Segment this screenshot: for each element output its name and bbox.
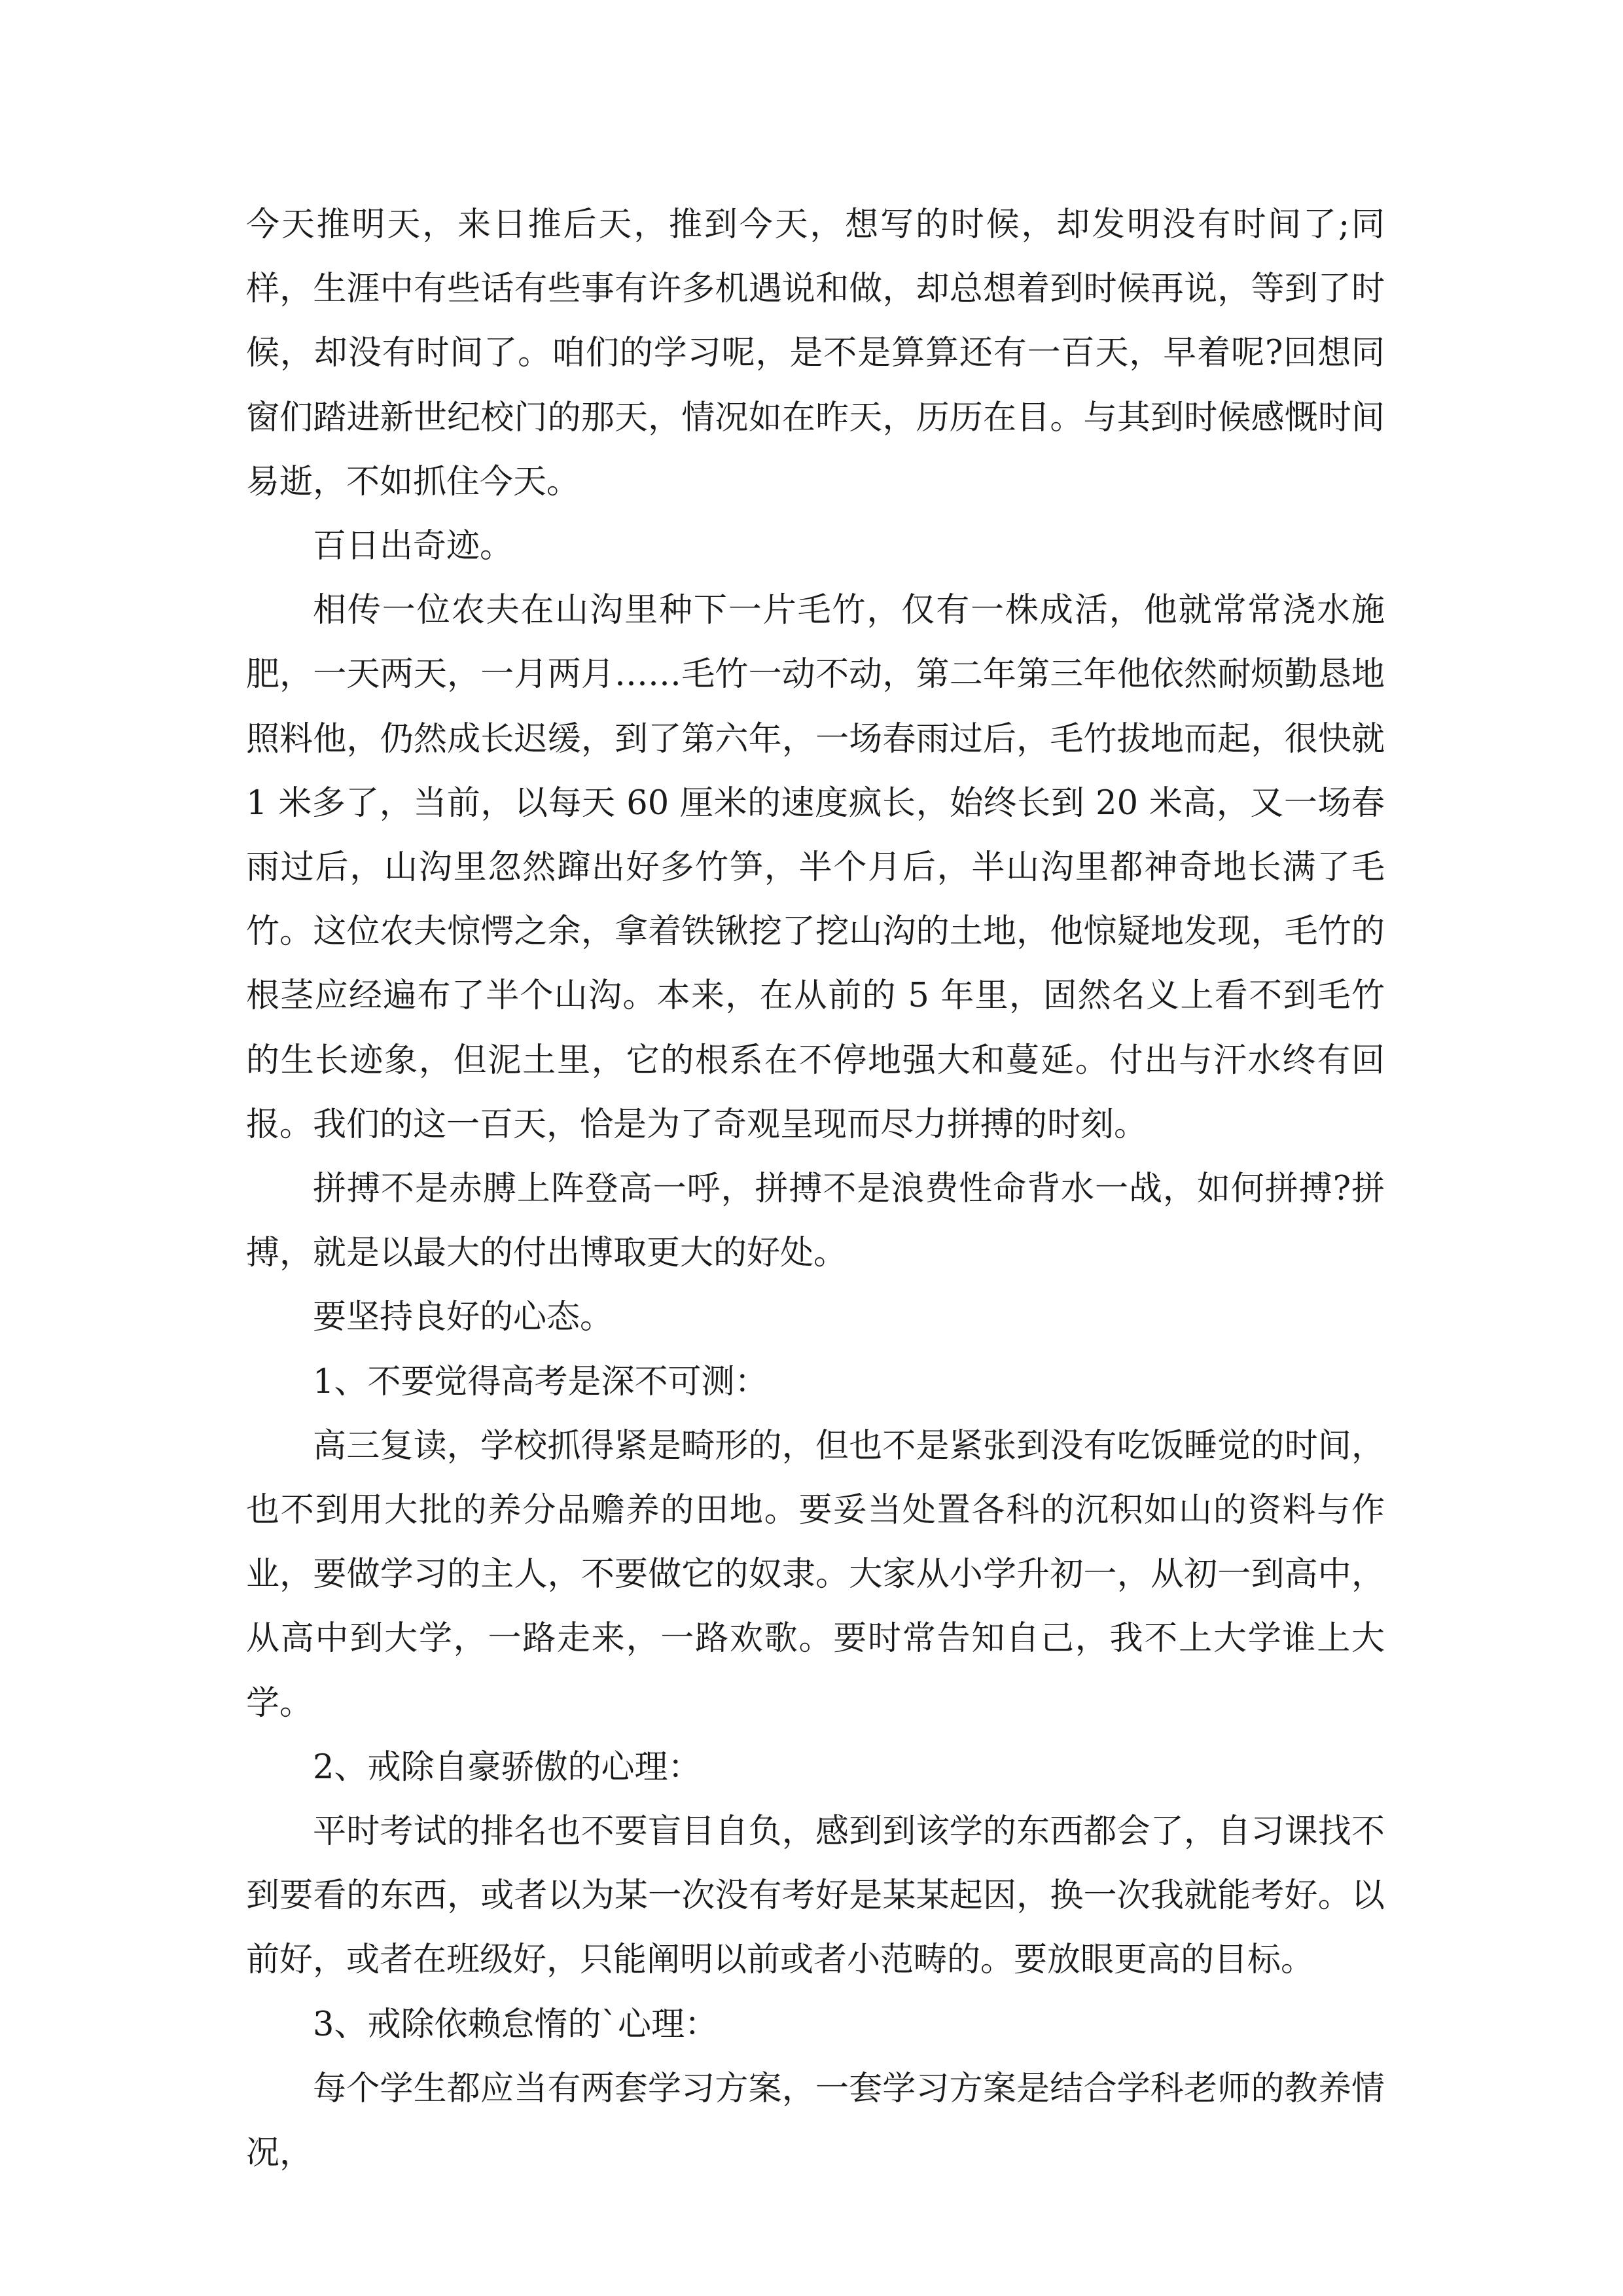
paragraph-7: 高三复读，学校抓得紧是畸形的，但也不是紧张到没有吃饭睡觉的时间，也不到用大批的养分品赡养的田地。要妥当处置各科的沉积如山的资料与作业，要做学习的主人，不要做它的奴隶。大家从小学升初一，从初一到高中，从高中到大学，一路走来，一路欢歌。要时常告知自己，我不上大学谁上大学。 [246,1426,1385,1723]
paragraph-11: 每个学生都应当有两套学习方案，一套学习方案是结合学科老师的教养情况， [246,2069,1385,2173]
paragraph-6: 1、不要觉得高考是深不可测： [313,1362,768,1401]
paragraph-1: 今天推明天，来日推后天，推到今天，想写的时候，却发明没有时间了;同样，生涯中有些话有些事有许多机遇说和做，却总想着到时候再说，等到了时候，却没有时间了。咱们的学习呢，是不是算算还有一百天，早着呢?回想同窗们踏进新世纪校门的那天，情况如在昨天，历历在目。与其到时候感慨时间易逝，不如抓住今天。 [246,206,1385,501]
paragraph-4: 拼搏不是赤膊上阵登高一呼，拼搏不是浪费性命背水一战，如何拼搏?拼搏，就是以最大的付出博取更大的好处。 [246,1170,1385,1273]
paragraph-10: 3、戒除依赖怠惰的`心理： [313,2005,718,2044]
document-body [246,193,1385,2185]
paragraph-3: 相传一位农夫在山沟里种下一片毛竹，仅有一株成活，他就常常浇水施肥，一天两天，一月两月……毛竹一动不动，第二年第三年他依然耐烦勤恳地照料他，仍然成长迟缓，到了第六年，一场春雨过后，毛竹拔地而起，很快就 1 米多了，当前，以每天 60 厘米的速度疯长，始终长到 20 米高，又一场春雨过后，山沟里忽然蹿出好多竹笋，半个月后，半山沟里都神奇地长满了毛竹。这位农夫惊愕之余，拿着铁锹挖了挖山沟的土地，他惊疑地发现，毛竹的根茎应经遍布了半个山沟。本来，在从前的 5 年里，固然名义上看不到毛竹的生长迹象，但泥土里，它的根系在不停地强大和蔓延。付出与汗水终有回报。我们的这一百天，恰是为了奇观呈现而尽力拼搏的时刻。 [246,591,1385,1144]
paragraph-9: 平时考试的排名也不要盲目自负，感到到该学的东西都会了，自习课找不到要看的东西，或者以为某一次没有考好是某某起因，换一次我就能考好。以前好，或者在班级好，只能阐明以前或者小范畴的。要放眼更高的目标。 [246,1812,1385,1980]
paragraph-8: 2、戒除自豪骄傲的心理： [313,1748,702,1787]
paragraph-5: 要坚持良好的心态。 [313,1298,614,1337]
paragraph-2: 百日出奇迹。 [313,527,514,566]
